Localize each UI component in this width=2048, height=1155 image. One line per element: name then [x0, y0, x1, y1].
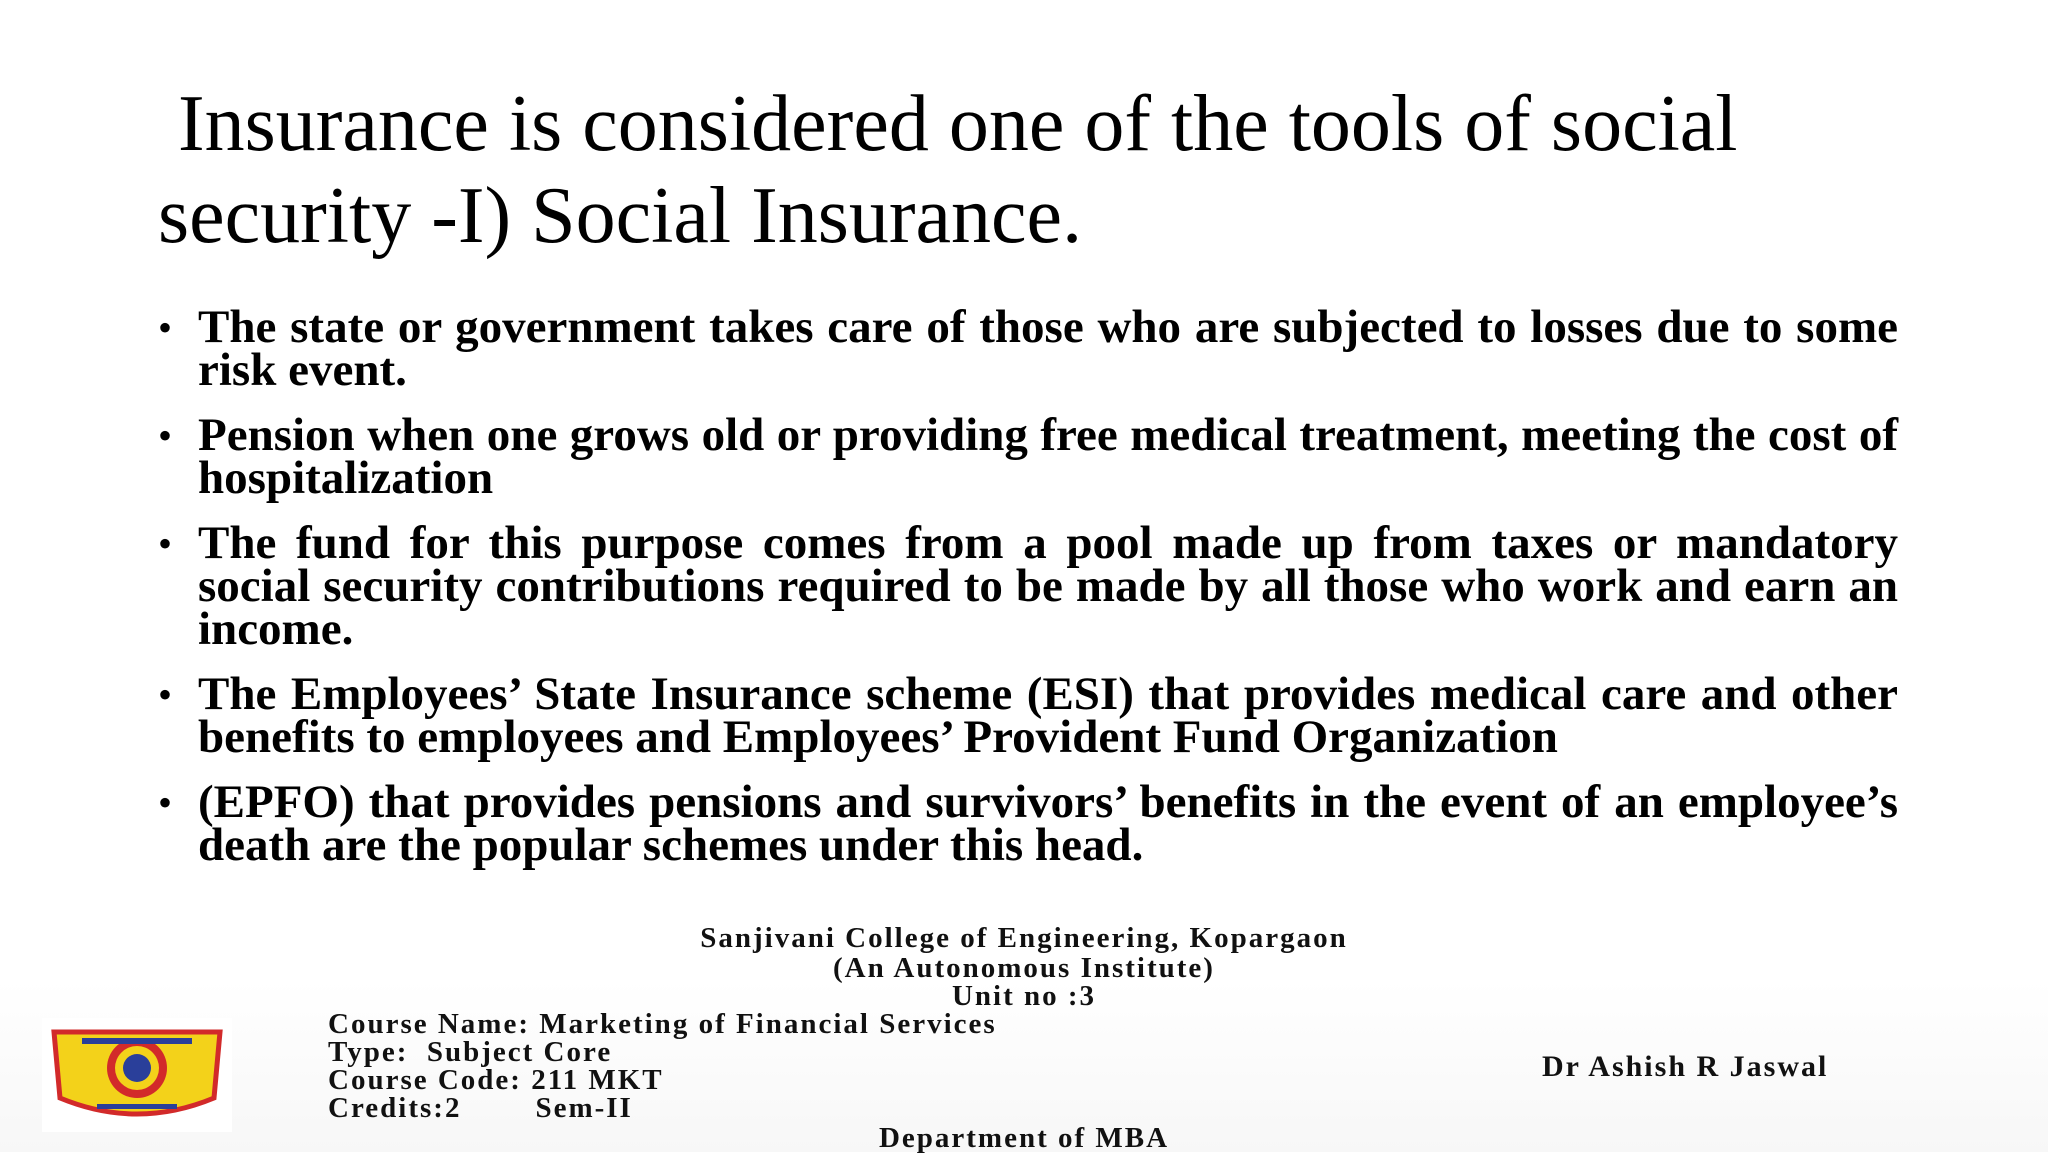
bullet-item [158, 301, 1898, 396]
course-name: Course Name: Marketing of Financial Services [328, 1008, 997, 1040]
bullet-text: (EPFO) that provides pensions and survivors’ benefits in the event of an employee’s death are the popular schemes under this head. [198, 776, 1898, 871]
bullet-list [158, 301, 1898, 889]
course-code: Course Code: 211 MKT [328, 1064, 664, 1096]
department-label: Department of MBA [878, 1122, 1170, 1154]
bullet-text: Pension when one grows old or providing free medical treatment, meeting the cost of hospitalization [198, 409, 1898, 504]
course-type: Type: Subject Core [328, 1036, 613, 1068]
college-name: Sanjivani College of Engineering, Kopargaon [700, 922, 1348, 954]
bullet-dot: • [158, 672, 173, 717]
institute-label: (An Autonomous Institute) [833, 952, 1215, 984]
bullet-text: The Employees’ State Insurance scheme (ESI) that provides medical care and other benefits to employees and Employees’ Provident Fund Organization [198, 668, 1898, 763]
credits-sem: Credits:2 Sem-II [328, 1092, 633, 1124]
bullet-item [158, 668, 1898, 763]
college-logo-icon [42, 1018, 232, 1132]
bullet-item [158, 409, 1898, 504]
bullet-dot: • [158, 780, 173, 825]
author-name: Dr Ashish R Jaswal [1542, 1050, 1829, 1083]
bullet-text: The state or government takes care of those who are subjected to losses due to some risk event. [198, 301, 1898, 396]
bullet-item [158, 517, 1898, 655]
bullet-text: The fund for this purpose comes from a pool made up from taxes or mandatory social security contributions required to be made by all those who work and earn an income. [198, 517, 1898, 655]
unit-label: Unit no :3 [951, 980, 1097, 1012]
title-line-1: Insurance is considered one of the tools of social [178, 80, 1738, 168]
bullet-dot: • [158, 413, 173, 458]
bullet-item [158, 776, 1898, 871]
bullet-dot: • [158, 305, 173, 350]
slide-title [158, 78, 1918, 262]
title-line-2: security -I) Social Insurance. [158, 172, 1083, 260]
slide-footer [0, 920, 2048, 1152]
bullet-dot: • [158, 521, 173, 566]
